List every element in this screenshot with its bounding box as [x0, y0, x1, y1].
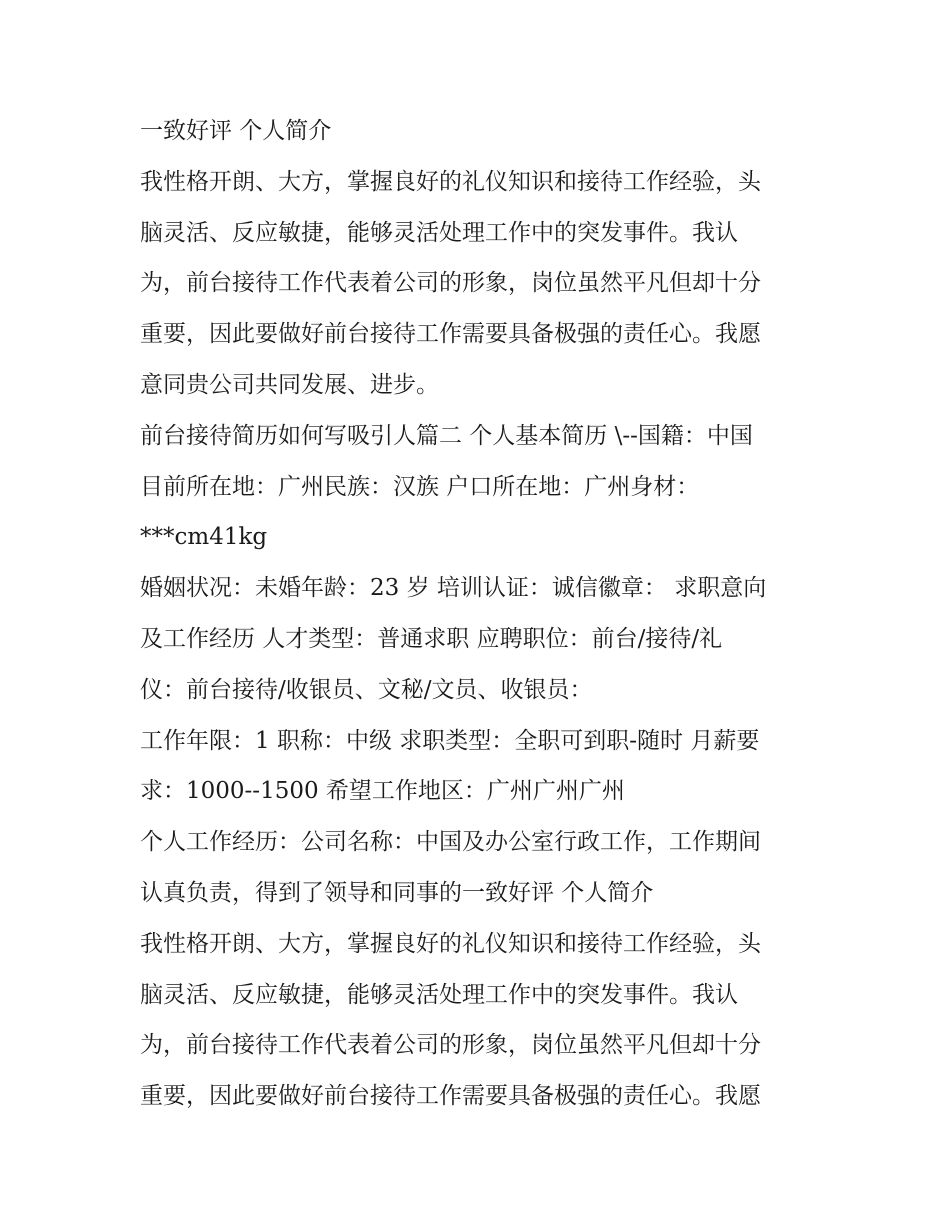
text-line: 婚姻状况：未婚年龄：23 岁 培训认证：诚信徽章： 求职意向: [140, 575, 767, 602]
text-line: 个人工作经历：公司名称：中国及办公室行政工作，工作期间: [140, 829, 761, 856]
text-line: 为，前台接待工作代表着公司的形象，岗位虽然平凡但却十分: [140, 1032, 761, 1059]
text-line: 重要，因此要做好前台接待工作需要具备极强的责任心。我愿: [140, 321, 761, 348]
text-line: ***cm41kg: [140, 524, 268, 551]
text-line: 脑灵活、反应敏捷，能够灵活处理工作中的突发事件。我认: [140, 219, 738, 246]
text-line: 重要，因此要做好前台接待工作需要具备极强的责任心。我愿: [140, 1083, 761, 1110]
text-line: 认真负责，得到了领导和同事的一致好评 个人简介: [140, 879, 654, 906]
text-line: 脑灵活、反应敏捷，能够灵活处理工作中的突发事件。我认: [140, 981, 738, 1008]
text-line: 仪：前台接待/收银员、文秘/文员、收银员：: [140, 676, 593, 703]
text-line: 为，前台接待工作代表着公司的形象，岗位虽然平凡但却十分: [140, 270, 761, 297]
document-body: [140, 106, 830, 1122]
text-line: 前台接待简历如何写吸引人篇二 个人基本简历 \--国籍：中国: [140, 422, 753, 449]
text-line: 我性格开朗、大方，掌握良好的礼仪知识和接待工作经验，头: [140, 168, 761, 195]
text-line: 求：1000--1500 希望工作地区：广州广州广州: [140, 778, 625, 805]
text-line: 我性格开朗、大方，掌握良好的礼仪知识和接待工作经验，头: [140, 930, 761, 957]
text-line: 工作年限：1 职称：中级 求职类型：全职可到职-随时 月薪要: [140, 727, 760, 754]
text-line: 一致好评 个人简介: [140, 118, 332, 144]
text-line: 意同贵公司共同发展、进步。: [140, 371, 439, 398]
text-line: 及工作经历 人才类型：普通求职 应聘职位：前台/接待/礼: [140, 625, 723, 652]
text-line: 目前所在地：广州民族：汉族 户口所在地：广州身材：: [140, 473, 700, 500]
